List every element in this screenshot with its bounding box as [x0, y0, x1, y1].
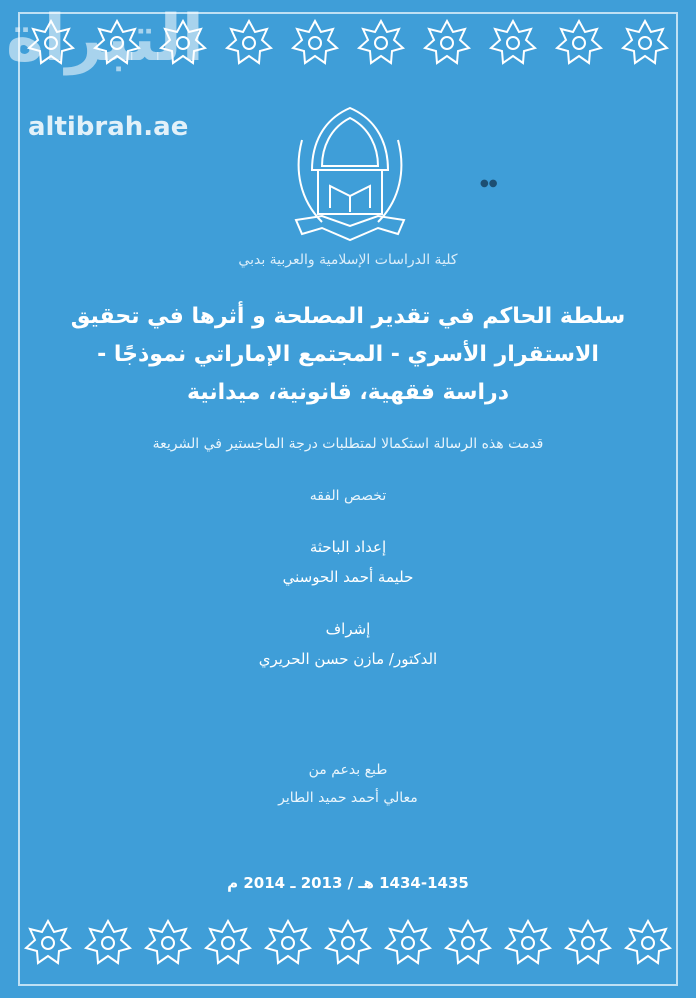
rosette-ornament-icon: [224, 18, 274, 68]
college-name: كلية الدراسات الإسلامية والعربية بدبي: [238, 252, 458, 268]
rosette-ornament-icon: [623, 918, 673, 968]
rosette-ornament-icon: [383, 918, 433, 968]
rosette-ornament-icon: [83, 918, 133, 968]
watermark-site: altibrah.ae: [28, 112, 189, 142]
title-line: دراسة فقهية، قانونية، ميدانية: [187, 380, 509, 405]
title-line: الاستقرار الأسري - المجتمع الإماراتي نموذجًا -: [97, 342, 599, 367]
rosette-ornament-icon: [143, 918, 193, 968]
rosette-ornament-icon: [503, 918, 553, 968]
rosette-ornament-icon: [356, 18, 406, 68]
supervision-label: إشراف: [325, 620, 371, 638]
ink-dots: ●●: [480, 178, 498, 189]
rosette-ornament-icon: [23, 918, 73, 968]
prepared-by-label: إعداد الباحثة: [309, 538, 387, 556]
thesis-title: [40, 298, 656, 412]
rosette-ornament-icon: [563, 918, 613, 968]
submission-statement: قدمت هذه الرسالة استكمالا لمتطلبات درجة الماجستير في الشريعة: [152, 436, 544, 452]
supervisor-name: الدكتور/ مازن حسن الحريري: [258, 650, 438, 668]
rosette-ornament-icon: [620, 18, 670, 68]
title-line: سلطة الحاكم في تقدير المصلحة و أثرها في تحقيق: [70, 304, 626, 329]
rosette-ornament-icon: [554, 18, 604, 68]
ornament-band-bottom: [18, 912, 678, 974]
rosette-ornament-icon: [323, 918, 373, 968]
college-emblem-icon: [282, 100, 418, 250]
support-label: طبع بدعم من: [308, 762, 388, 778]
specialization: تخصص الفقه: [309, 488, 387, 504]
publication-year: 1434-1435 هـ / 2013 ـ 2014 م: [227, 874, 469, 892]
rosette-ornament-icon: [422, 18, 472, 68]
rosette-ornament-icon: [488, 18, 538, 68]
rosette-ornament-icon: [443, 918, 493, 968]
sponsor-name: معالي أحمد حميد الطاير: [278, 790, 418, 806]
author-name: حليمة أحمد الحوسني: [282, 568, 414, 586]
rosette-ornament-icon: [203, 918, 253, 968]
rosette-ornament-icon: [290, 18, 340, 68]
rosette-ornament-icon: [263, 918, 313, 968]
watermark-arabic: التبراة: [6, 2, 204, 76]
